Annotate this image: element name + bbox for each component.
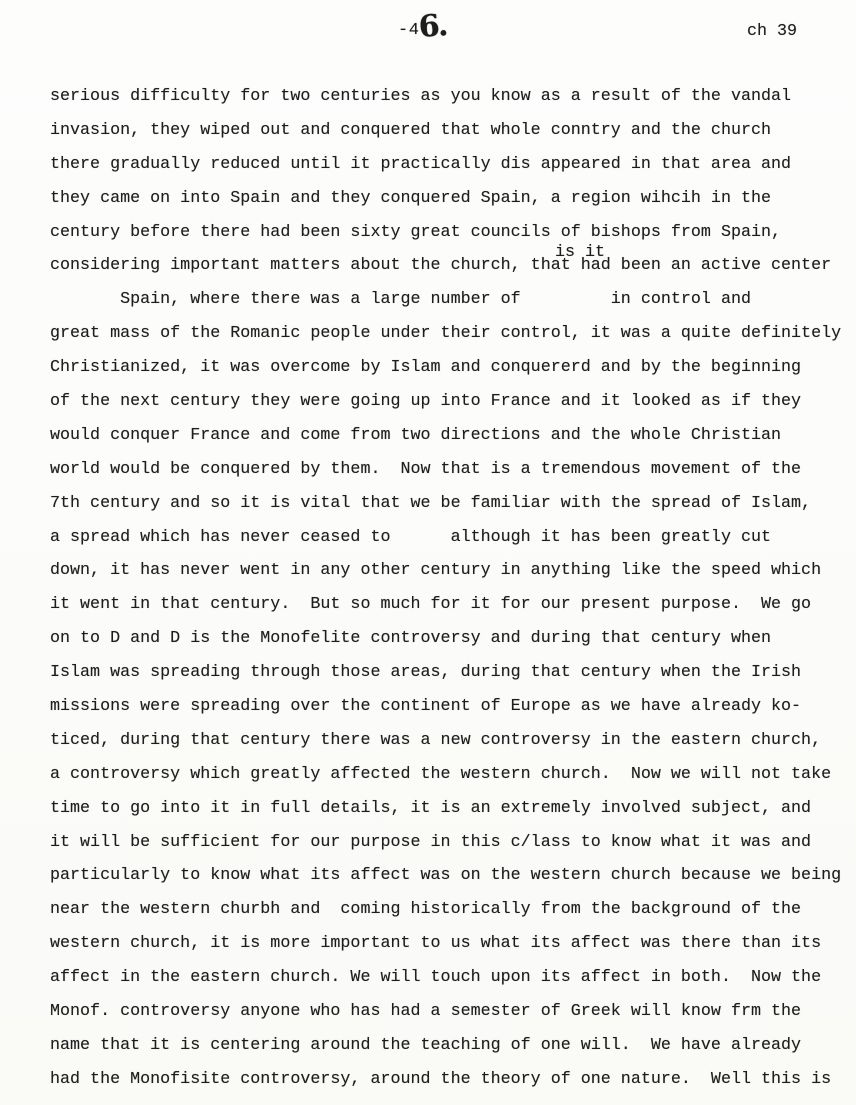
page-number-handwritten-correction: 6. — [418, 8, 448, 45]
text-line: invasion, they wiped out and conquered that whole conntry and the church — [50, 120, 772, 140]
page-number — [398, 8, 448, 48]
chapter-label: ch 39 — [747, 22, 798, 41]
text-line: century before there had been sixty great councils of bishops from Spain, — [50, 222, 782, 242]
text-line: missions were spreading over the continent of Europe as we have already ko- — [50, 697, 802, 717]
text-line: of the next century they were going up into France and it looked as if they — [50, 392, 802, 412]
text-line: 7th century and so it is vital that we be familiar with the spread of Islam, — [50, 493, 812, 513]
text-line: serious difficulty for two centuries as you know as a result of the vandal — [50, 87, 792, 106]
text-line: a controversy which greatly affected the western church. Now we will not take — [50, 764, 832, 784]
interlinear-insertion: is it — [555, 243, 606, 262]
text-line: considering important matters about the church, that had been an active center — [50, 256, 832, 276]
text-line: ticed, during that century there was a new controversy in the eastern church, — [50, 730, 822, 750]
text-line: Monof. controversy anyone who has had a semester of Greek will know frm the — [50, 1002, 802, 1022]
text-line: down, it has never went in any other century in anything like the speed which — [50, 561, 822, 581]
text-line: they came on into Spain and they conquered Spain, a region wihcih in the — [50, 188, 772, 208]
text-line: Christianized, it was overcome by Islam and conquererd and by the beginning — [50, 358, 802, 378]
text-line: a spread which has never ceased to although it has been greatly cut — [50, 527, 772, 547]
text-line: name that it is centering around the teaching of one will. We have already — [50, 1035, 802, 1055]
text-line: world would be conquered by them. Now that is a tremendous movement of the — [50, 459, 802, 479]
text-line: would conquer France and come from two directions and the whole Christian — [50, 425, 782, 445]
text-line: near the western churbh and coming historically from the background of the — [50, 900, 802, 920]
text-line-paragraph-start: Spain, where there was a large number of in control and — [50, 290, 751, 310]
body-text — [50, 80, 856, 1097]
text-line: had the Monofisite controversy, around the theory of one nature. Well this is — [50, 1069, 832, 1089]
text-line: there gradually reduced until it practically dis appeared in that area and — [50, 154, 792, 174]
text-line: Islam was spreading through those areas, during that century when the Irish — [50, 663, 802, 683]
text-line: great mass of the Romanic people under their control, it was a quite definitely — [50, 324, 842, 344]
page-number-typed: -4 — [398, 21, 420, 40]
text-line: on to D and D is the Monofelite controversy and during that century when — [50, 629, 772, 649]
text-line: it went in that century. But so much for it for our present purpose. We go — [50, 595, 812, 615]
text-line: it will be sufficient for our purpose in this c/lass to know what it was and — [50, 832, 812, 852]
text-line: particularly to know what its affect was on the western church because we being — [50, 866, 842, 886]
text-line: affect in the eastern church. We will touch upon its affect in both. Now the — [50, 968, 822, 988]
text-line: time to go into it in full details, it is an extremely involved subject, and — [50, 798, 812, 818]
text-line: western church, it is more important to us what its affect was there than its — [50, 934, 822, 954]
